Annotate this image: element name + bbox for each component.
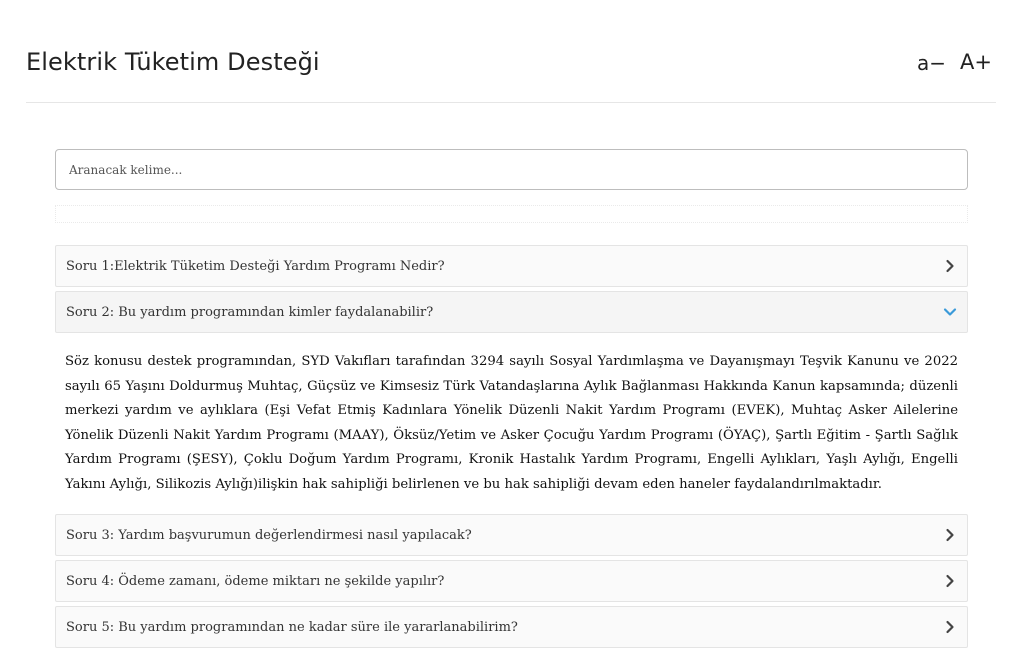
chevron-down-icon	[943, 305, 957, 319]
faq-question: Soru 2: Bu yardım programından kimler faydalanabilir?	[66, 305, 434, 320]
faq-question: Soru 3: Yardım başvurumun değerlendirmesi nasıl yapılacak?	[66, 527, 472, 543]
font-decrease-button[interactable]: a−	[917, 50, 947, 75]
chevron-right-icon	[943, 574, 957, 588]
faq-item-2[interactable]	[55, 291, 968, 333]
page-title: Elektrik Tüketim Desteği	[26, 48, 320, 76]
page-header	[26, 0, 996, 103]
faq-question: Soru 5: Bu yardım programından ne kadar süre ile yararlanabilirim?	[66, 619, 518, 635]
faq-accordion	[55, 245, 968, 651]
faq-item-1[interactable]	[55, 245, 968, 287]
chevron-right-icon	[943, 259, 957, 273]
faq-item-4[interactable]	[55, 560, 968, 602]
search-input[interactable]	[55, 149, 968, 190]
font-increase-button[interactable]: A+	[960, 50, 992, 74]
search-results-area	[55, 205, 968, 223]
chevron-right-icon	[943, 620, 957, 634]
faq-answer-2: Söz konusu destek programından, SYD Vakıfları tarafından 3294 sayılı Sosyal Yardımlaşma ve Dayanışmayı Teşvik Kanunu ve 2022 sayılı 65 Yaşını Doldurmuş Muhtaç, Güçsüz ve Kimsesiz Türk Vatandaşlarına Aylık Bağlanması Hakkında Kanun kapsamında; düzenli merkezi yardım ve aylıklara (Eşi Vefat Etmiş Kadınlara Yönelik Düzenli Nakit Yardım Programı (EVEK), Muhtaç Asker Ailelerine Yönelik Düzenli Nakit Yardım Programı (MAAY), Öksüz/Yetim ve Asker Çocuğu Yardım Programı (ÖYAÇ), Şartlı Eğitim - Şartlı Sağlık Yardım Programı (ŞESY), Çoklu Doğum Yardım Programı, Kronik Hastalık Yardım Programı, Engelli Aylıkları, Yaşlı Aylığı, Engelli Yakını Aylığı, Silikozis Aylığı)ilişkin hak sahipliği belirlenen ve bu hak sahipliği devam eden haneler faydalandırılmaktadır.	[65, 354, 958, 492]
font-size-controls	[917, 52, 992, 73]
faq-item-3[interactable]	[55, 514, 968, 556]
faq-question: Soru 1:Elektrik Tüketim Desteği Yardım Programı Nedir?	[66, 259, 445, 274]
faq-item-5[interactable]	[55, 606, 968, 648]
faq-question: Soru 4: Ödeme zamanı, ödeme miktarı ne şekilde yapılır?	[66, 573, 445, 589]
chevron-right-icon	[943, 528, 957, 542]
